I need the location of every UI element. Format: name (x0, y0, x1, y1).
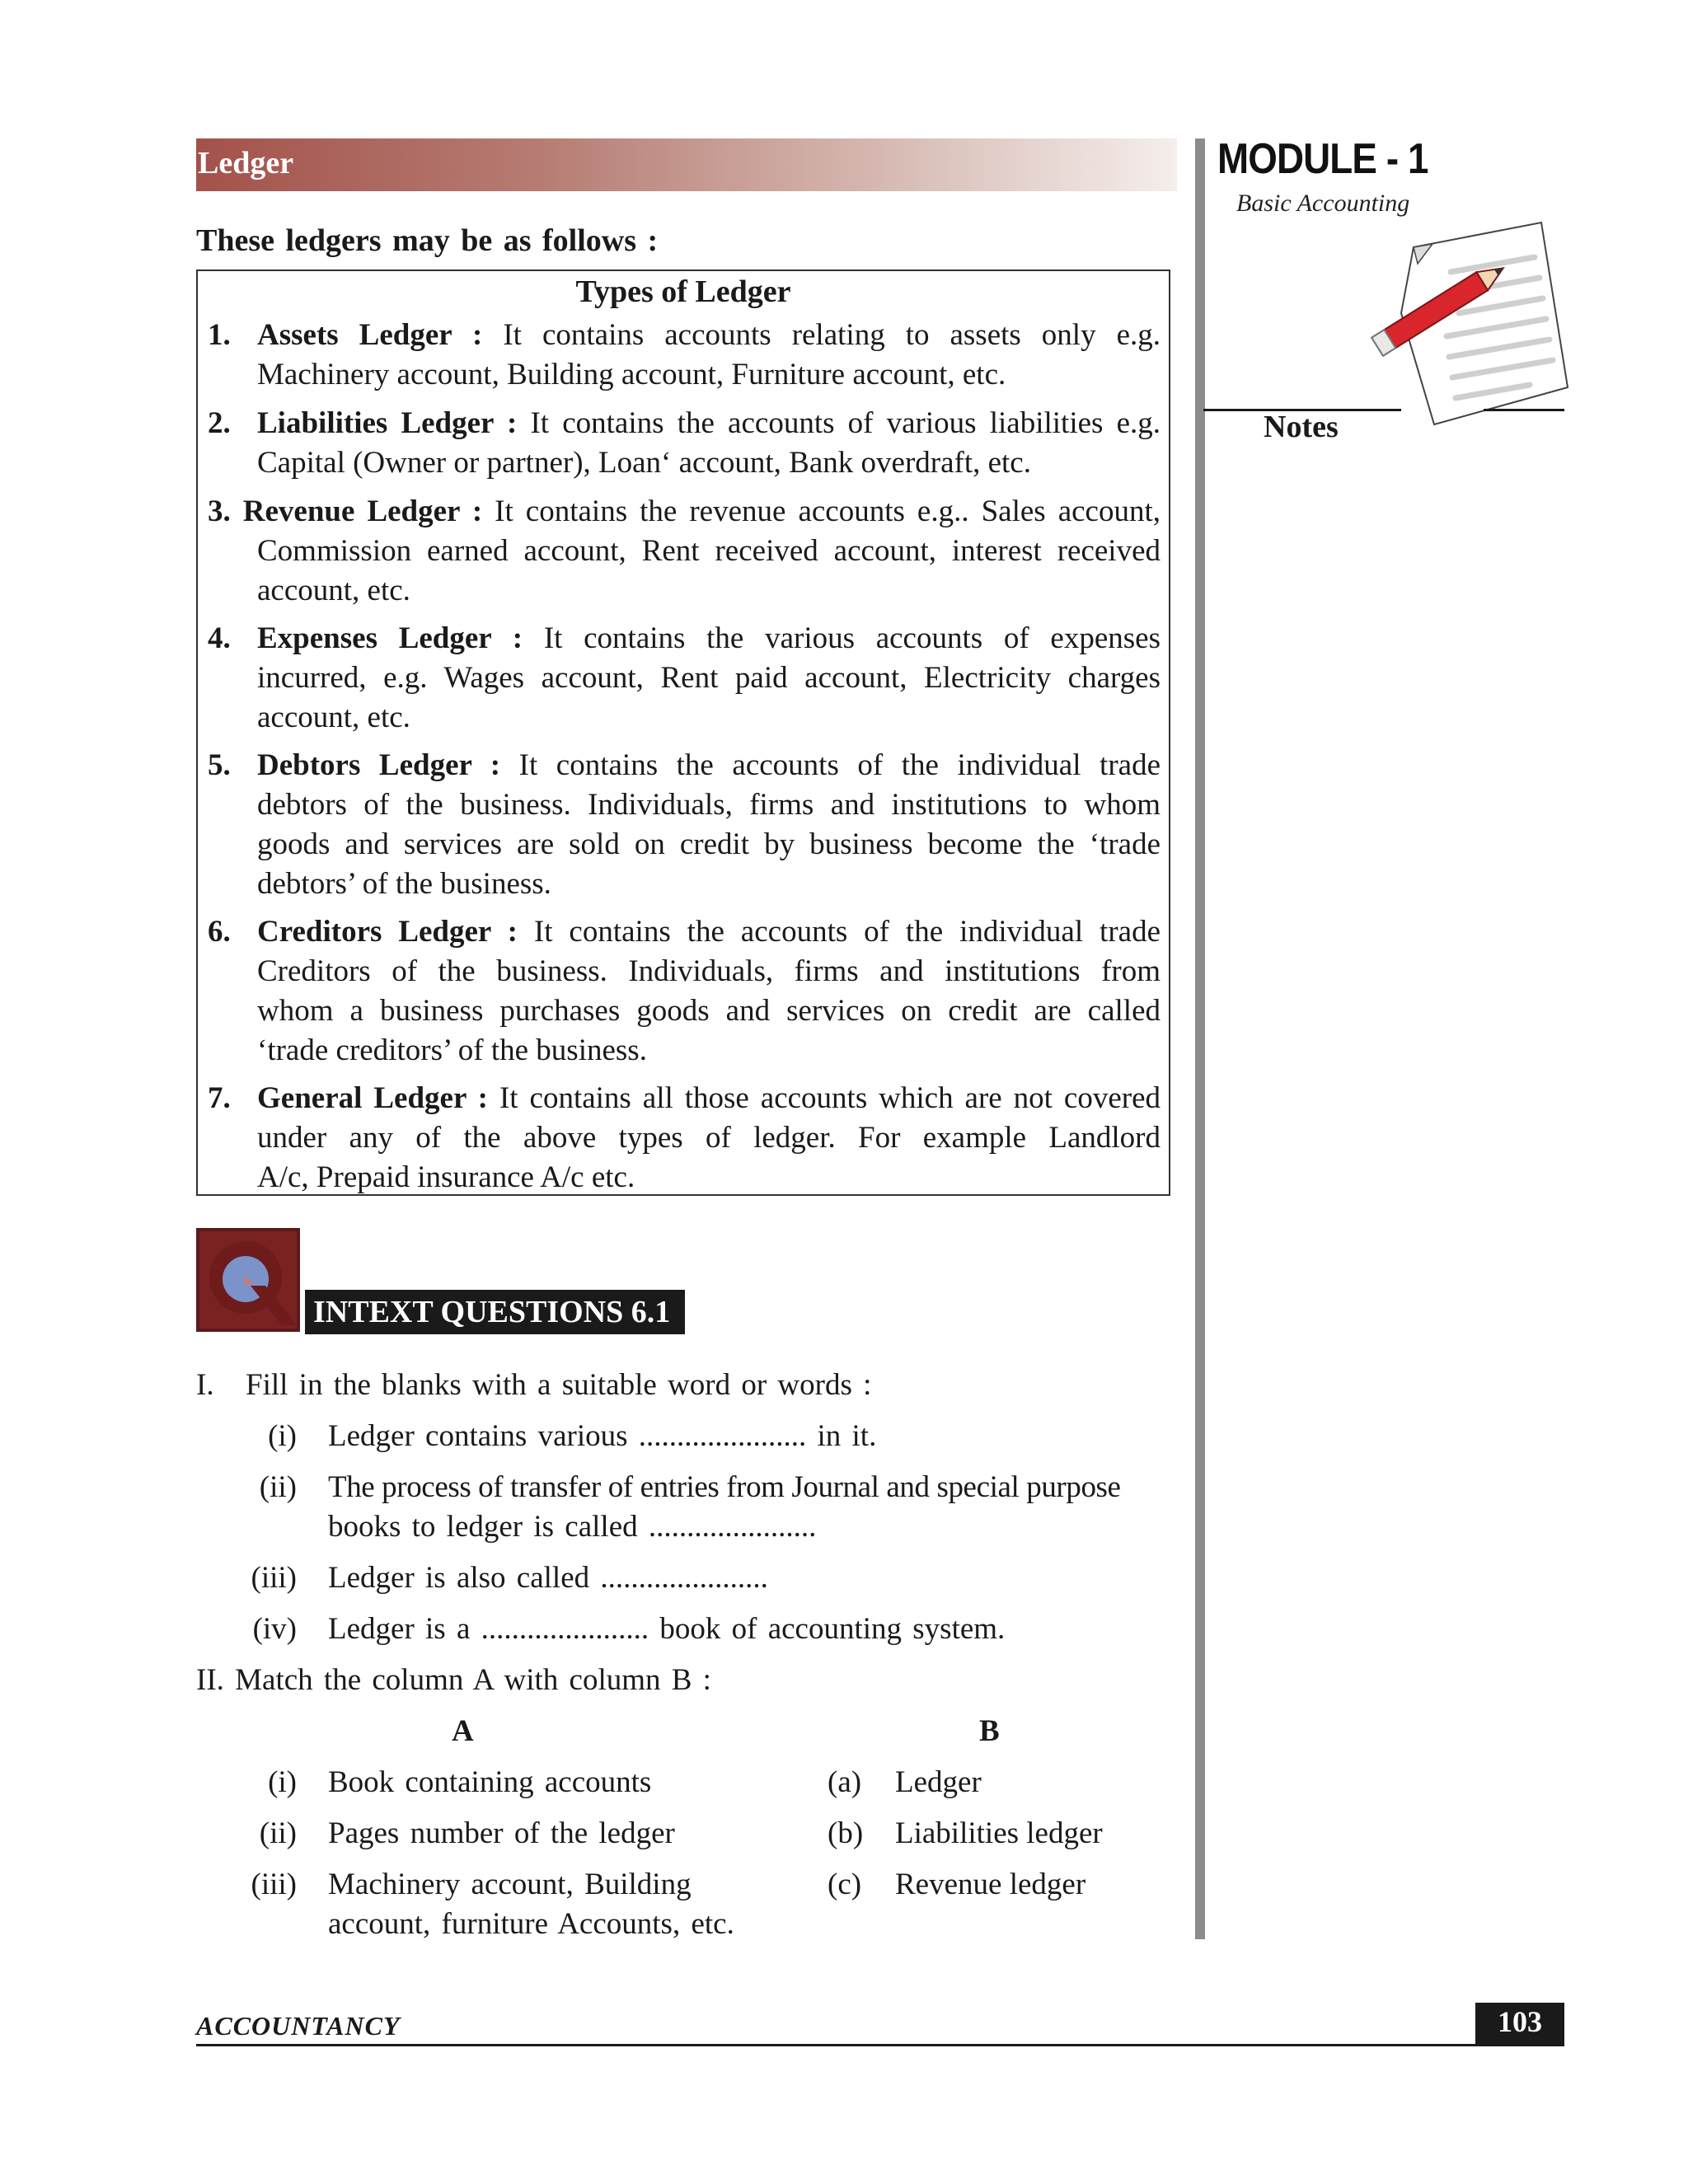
match-a-number: (iii) (251, 1868, 297, 1901)
item-number: 6. (208, 915, 231, 949)
item-text: Creditors of the business. Individuals, firms and institutions from (257, 954, 1160, 988)
question-text: Ledger contains various ...................... in it. (328, 1419, 877, 1453)
item-number: 2. (208, 406, 231, 440)
item-text: It contains accounts relating to assets only e.g. (503, 318, 1160, 352)
ledger-type-item (208, 316, 1160, 395)
match-a-text: Machinery account, Building (328, 1868, 692, 1901)
column-b-heading: B (979, 1714, 1000, 1748)
item-text: It contains all those accounts which are not covered (499, 1081, 1161, 1115)
question-number: (iii) (251, 1561, 297, 1595)
question-text: The process of transfer of entries from Journal and special purpose (328, 1470, 1121, 1504)
ledger-type-item (208, 746, 1160, 904)
notes-label: Notes (1264, 410, 1339, 444)
notes-rule-right (1484, 409, 1564, 411)
ledger-type-item (208, 912, 1160, 1071)
match-a-text: account, furniture Accounts, etc. (328, 1907, 734, 1941)
item-title: Expenses Ledger : (257, 621, 523, 655)
page-number: 103 (1498, 2005, 1542, 2038)
match-b-number: (a) (828, 1765, 862, 1799)
section-instruction: Fill in the blanks with a suitable word or words : (246, 1368, 872, 1402)
item-title: Debtors Ledger : (257, 748, 501, 782)
item-title: Liabilities Ledger : (257, 406, 518, 440)
question-number: (iv) (252, 1612, 297, 1646)
item-text: debtors of the business. Individuals, firms and institutions to whom (257, 788, 1160, 822)
intext-questions-label: INTEXT QUESTIONS 6.1 (305, 1290, 685, 1334)
item-text: under any of the above types of ledger. For example Landlord (257, 1121, 1160, 1155)
item-text: ‘trade creditors’ of the business. (257, 1033, 647, 1067)
match-a-number: (ii) (259, 1816, 297, 1850)
question-number: (ii) (259, 1470, 297, 1504)
item-title: Revenue Ledger : (242, 494, 483, 528)
match-b-text: Liabilities ledger (895, 1816, 1103, 1850)
section-number: I. (196, 1368, 214, 1402)
match-b-number: (b) (828, 1816, 864, 1850)
match-b-text: Revenue ledger (895, 1868, 1086, 1901)
item-text: It contains the accounts of the individual trade (518, 748, 1160, 782)
question-text: Ledger is a ...................... book of accounting system. (328, 1612, 1006, 1646)
match-a-text: Book containing accounts (328, 1765, 652, 1799)
item-number: 7. (208, 1081, 231, 1115)
item-number: 5. (208, 748, 231, 782)
module-title: MODULE - 1 (1217, 135, 1428, 183)
item-text: account, etc. (257, 701, 410, 734)
question-q-icon (196, 1228, 300, 1332)
column-a-heading: A (452, 1714, 474, 1748)
item-text: Machinery account, Building account, Furniture account, etc. (257, 358, 1006, 391)
question-text: books to ledger is called ...................... (328, 1510, 817, 1544)
item-text: It contains the accounts of various liabilities e.g. (530, 406, 1161, 440)
question-text: Ledger is also called ...................... (328, 1561, 768, 1595)
chapter-header-bar (196, 138, 1177, 191)
item-text: debtors’ of the business. (257, 867, 551, 901)
item-number: 4. (208, 621, 231, 655)
item-text: It contains the various accounts of expenses (543, 621, 1160, 655)
item-number: 3. (208, 494, 231, 528)
item-text: goods and services are sold on credit by business become the ‘trade (257, 827, 1160, 861)
item-number: 1. (208, 318, 231, 352)
match-b-text: Ledger (895, 1765, 982, 1799)
item-text: Commission earned account, Rent received account, interest received (257, 534, 1160, 568)
types-heading: Types of Ledger (575, 274, 791, 309)
item-title: Assets Ledger : (257, 318, 483, 352)
match-b-number: (c) (828, 1868, 862, 1901)
footer-rule (196, 2044, 1564, 2046)
item-text: account, etc. (257, 574, 410, 607)
chapter-title: Ledger (198, 146, 294, 180)
ledger-type-item (208, 619, 1160, 738)
intro-text: These ledgers may be as follows : (196, 223, 659, 258)
ledger-type-item (208, 492, 1160, 611)
footer-subject: ACCOUNTANCY (196, 2011, 401, 2041)
item-title: Creditors Ledger : (257, 915, 518, 949)
item-title: General Ledger : (257, 1081, 488, 1115)
item-text: It contains the revenue accounts e.g.. Sales account, (495, 494, 1161, 528)
item-text: A/c, Prepaid insurance A/c etc. (257, 1160, 635, 1194)
item-text: It contains the accounts of the individual trade (533, 915, 1160, 949)
section-instruction: II. Match the column A with column B : (196, 1663, 711, 1697)
ledger-type-item (208, 404, 1160, 483)
match-a-number: (i) (268, 1765, 297, 1799)
item-text: whom a business purchases goods and services on credit are called (257, 994, 1160, 1028)
item-text: Capital (Owner or partner), Loan‘ account, Bank overdraft, etc. (257, 446, 1031, 480)
match-a-text: Pages number of the ledger (328, 1816, 675, 1850)
item-text: incurred, e.g. Wages account, Rent paid account, Electricity charges (257, 661, 1160, 695)
question-number: (i) (268, 1419, 297, 1453)
module-subtitle: Basic Accounting (1236, 190, 1410, 217)
ledger-type-item (208, 1079, 1160, 1197)
